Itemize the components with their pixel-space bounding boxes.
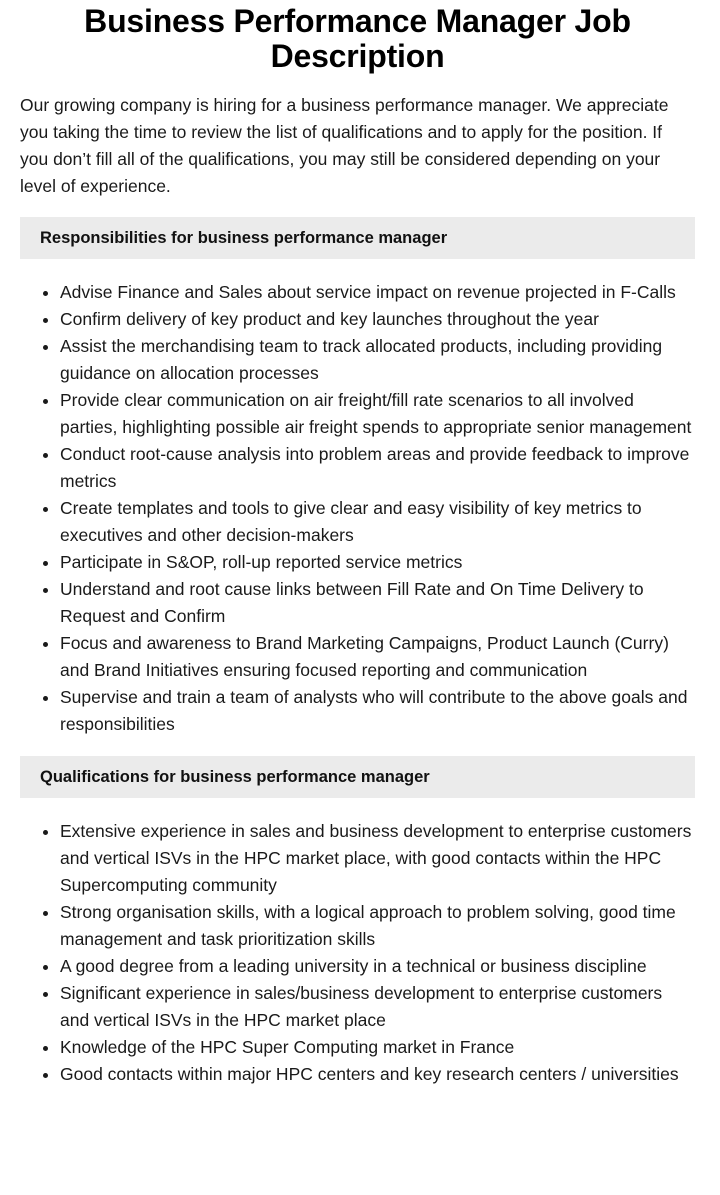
bullet-icon (43, 588, 48, 593)
bullet-icon (43, 830, 48, 835)
list-item-text: Strong organisation skills, with a logical approach to problem solving, good time management and task prioritization skills (60, 902, 676, 949)
list-item-text: Understand and root cause links between Fill Rate and On Time Delivery to Request and Confirm (60, 579, 644, 626)
list-item-text: Advise Finance and Sales about service impact on revenue projected in F-Calls (60, 282, 676, 302)
list-item-text: Create templates and tools to give clear and easy visibility of key metrics to executives and other decision-makers (60, 498, 642, 545)
list-item-text: Knowledge of the HPC Super Computing market in France (60, 1037, 515, 1057)
bullet-icon (43, 399, 48, 404)
list-item-text: Provide clear communication on air freight/fill rate scenarios to all involved parties, highlighting possible air freight spends to appropriate senior management (60, 390, 692, 437)
list-item (20, 1034, 695, 1061)
list-item (20, 279, 695, 306)
bullet-icon (43, 1073, 48, 1078)
list-item (20, 953, 695, 980)
list-item-text: A good degree from a leading university in a technical or business discipline (60, 956, 647, 976)
list-item-text: Significant experience in sales/business development to enterprise customers and vertical ISVs in the HPC market place (60, 983, 663, 1030)
list-item (20, 1061, 695, 1088)
bullet-icon (43, 561, 48, 566)
bullet-icon (43, 453, 48, 458)
responsibilities-list (20, 279, 695, 738)
list-item (20, 576, 695, 630)
bullet-icon (43, 291, 48, 296)
qualifications-heading: Qualifications for business performance manager (20, 756, 695, 798)
list-item-text: Good contacts within major HPC centers and key research centers / universities (60, 1064, 679, 1084)
bullet-icon (43, 507, 48, 512)
list-item-text: Focus and awareness to Brand Marketing Campaigns, Product Launch (Curry) and Brand Initiatives ensuring focused reporting and communication (60, 633, 669, 680)
list-item (20, 441, 695, 495)
bullet-icon (43, 318, 48, 323)
list-item (20, 899, 695, 953)
list-item (20, 306, 695, 333)
list-item (20, 495, 695, 549)
page-title: Business Performance Manager Job Description (84, 3, 631, 74)
bullet-icon (43, 992, 48, 997)
list-item (20, 818, 695, 899)
list-item (20, 333, 695, 387)
list-item-text: Extensive experience in sales and business development to enterprise customers and vertical ISVs in the HPC market place, with good contacts within the HPC Supercomputing community (60, 821, 692, 895)
list-item (20, 549, 695, 576)
bullet-icon (43, 1046, 48, 1051)
list-item-text: Conduct root-cause analysis into problem areas and provide feedback to improve metrics (60, 444, 690, 491)
list-item-text: Assist the merchandising team to track allocated products, including providing guidance on allocation processes (60, 336, 663, 383)
list-item-text: Participate in S&OP, roll-up reported service metrics (60, 552, 463, 572)
list-item (20, 630, 695, 684)
list-item-text: Supervise and train a team of analysts who will contribute to the above goals and responsibilities (60, 687, 688, 734)
bullet-icon (43, 911, 48, 916)
list-item (20, 387, 695, 441)
list-item (20, 980, 695, 1034)
list-item-text: Confirm delivery of key product and key launches throughout the year (60, 309, 599, 329)
bullet-icon (43, 696, 48, 701)
bullet-icon (43, 642, 48, 647)
qualifications-list (20, 818, 695, 1088)
intro-paragraph: Our growing company is hiring for a business performance manager. We appreciate you taking the time to review the list of qualifications and to apply for the position. If you don’t fill all of the qualifications, you may still be considered depending on your level of experience. (20, 95, 669, 196)
list-item (20, 684, 695, 738)
bullet-icon (43, 965, 48, 970)
bullet-icon (43, 345, 48, 350)
responsibilities-heading: Responsibilities for business performance manager (20, 217, 695, 259)
